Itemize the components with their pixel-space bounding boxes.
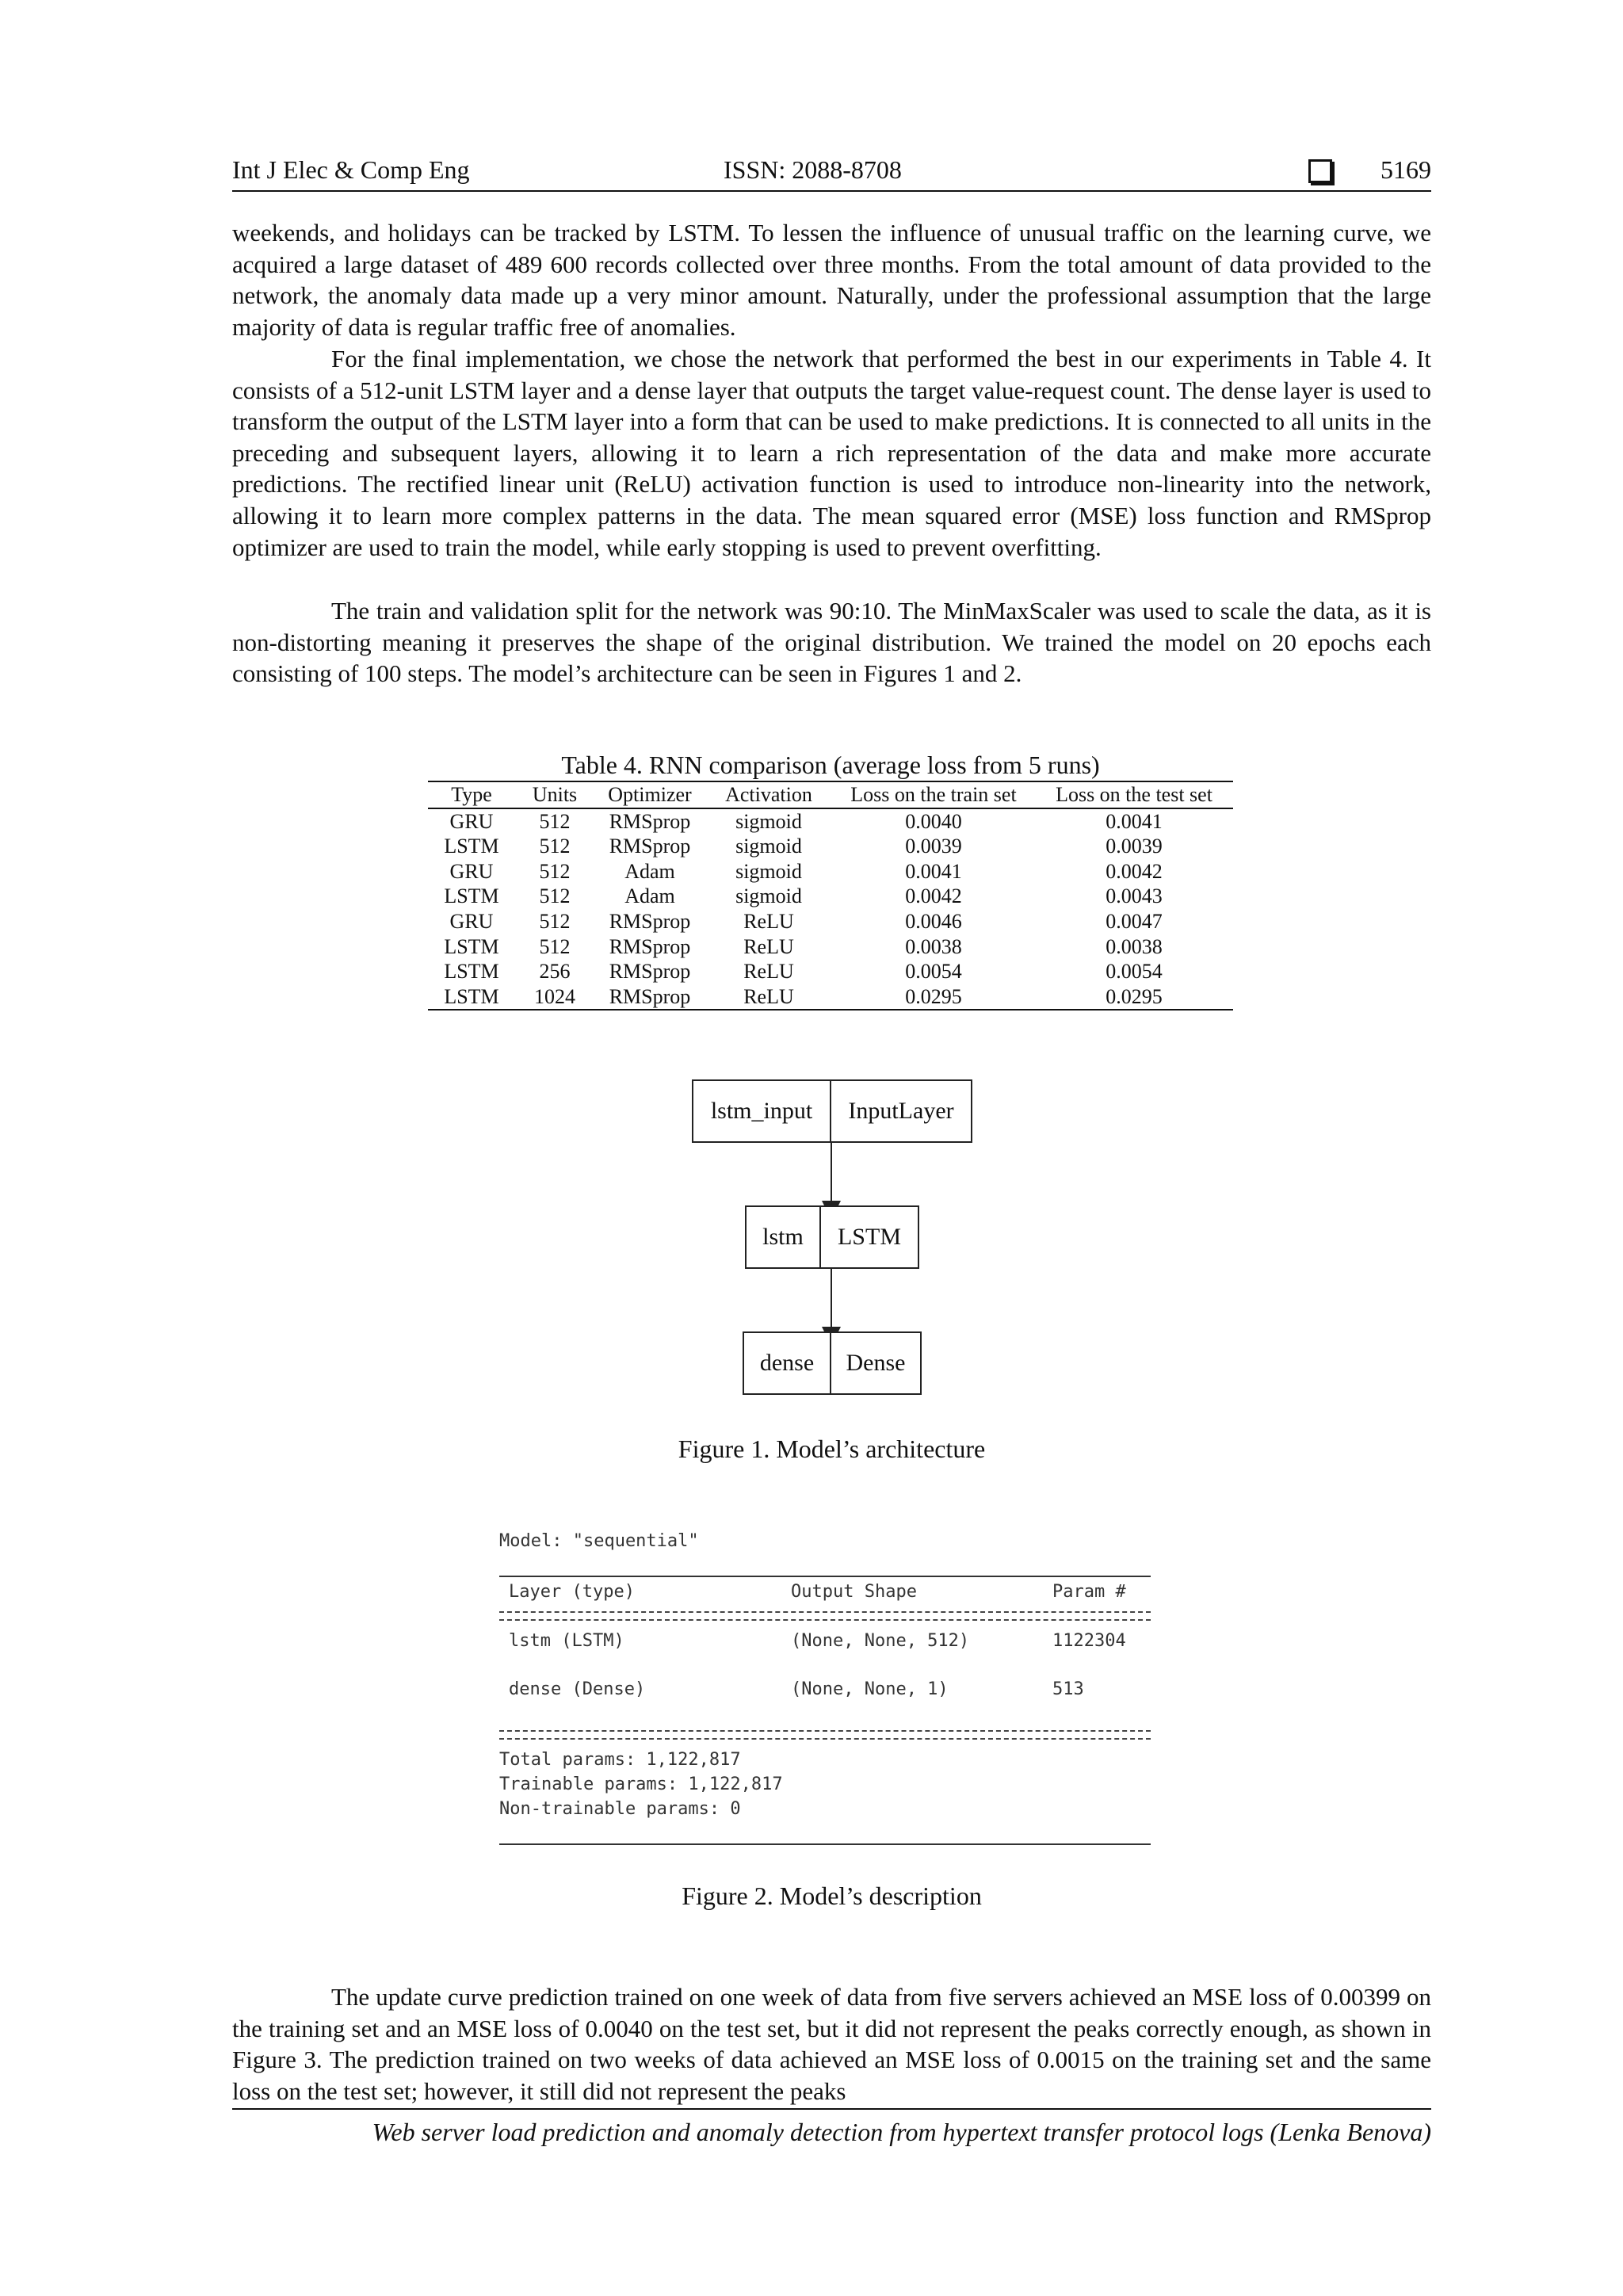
table-cell: 256 <box>539 960 571 984</box>
table-cell: RMSprop <box>609 835 691 858</box>
summary-layer-shape: (None, None, 512) <box>791 1631 970 1651</box>
summary-divider <box>499 1843 1151 1845</box>
node-type: InputLayer <box>830 1081 971 1141</box>
page-number: 5169 <box>1381 155 1431 184</box>
summary-col-layer: Layer (type) <box>509 1582 635 1602</box>
table-row <box>428 808 1233 835</box>
table-cell: 0.0047 <box>1106 909 1163 933</box>
table-cell: ReLU <box>743 934 794 958</box>
table-col-header: Loss on the train set <box>832 781 1035 808</box>
node-type: Dense <box>830 1333 920 1393</box>
table-header-row <box>428 781 1233 808</box>
arrow-line <box>831 1141 832 1203</box>
table-row <box>428 884 1233 909</box>
figure-1-caption: Figure 1. Model’s architecture <box>678 1435 986 1463</box>
table-cell: 0.0042 <box>1106 859 1163 883</box>
table-cell: 0.0039 <box>1106 835 1163 858</box>
table-cell: 0.0041 <box>1106 809 1163 833</box>
summary-layer-params: 1122304 <box>1052 1631 1126 1651</box>
table-row <box>428 934 1233 960</box>
table-col-header: Activation <box>705 781 832 808</box>
table-cell: LSTM <box>444 884 499 908</box>
table-cell: 0.0038 <box>905 934 962 958</box>
table-cell: 0.0295 <box>832 984 1035 1010</box>
model-name-line: Model: "sequential" <box>499 1531 699 1551</box>
table-cell: LSTM <box>428 984 515 1010</box>
table-cell: GRU <box>449 859 494 883</box>
table-cell: 512 <box>539 884 571 908</box>
journal-name: Int J Elec & Comp Eng <box>232 155 470 184</box>
table-row <box>428 859 1233 884</box>
table-cell: Adam <box>624 859 675 883</box>
table-row <box>428 834 1233 859</box>
paragraph-4: The update curve prediction trained on one week of data from five servers achieved an MSE loss of 0.00399 on the training set and an MSE loss of 0.0040 on the test set, but it did not represent the peaks correctly enough, as shown in Figure 3. The prediction trained on two weeks of data achieved an MSE loss of 0.0015 on the training set and the same loss on the test set; however, it still did not represent the peaks <box>232 1983 1431 2105</box>
table-cell: RMSprop <box>609 809 691 833</box>
issn: ISSN: 2088-8708 <box>724 155 902 184</box>
table-cell: 0.0054 <box>905 960 962 984</box>
table-cell: sigmoid <box>735 859 802 883</box>
table-col-header: Type <box>428 781 515 808</box>
node-name: lstm_input <box>710 1098 813 1124</box>
node-type: LSTM <box>819 1207 918 1267</box>
table-cell: 1024 <box>515 984 594 1010</box>
table-cell: ReLU <box>705 984 832 1010</box>
table-row <box>428 909 1233 934</box>
node-lstm-input <box>692 1079 972 1143</box>
table-cell: 512 <box>539 934 571 958</box>
table-cell: 0.0042 <box>905 884 962 908</box>
table-cell: 0.0046 <box>905 909 962 933</box>
summary-layer-name: dense (Dense) <box>509 1679 646 1699</box>
summary-layer-name: lstm (LSTM) <box>509 1631 624 1651</box>
table-cell: LSTM <box>444 835 499 858</box>
paragraph-2: For the final implementation, we chose the network that performed the best in our experiments in Table 4. It consists of a 512-unit LSTM layer and a dense layer that outputs the target value-request count. The dense layer is used to transform the output of the LSTM layer into a form that can be used to make predictions. It is connected to all units in the preceding and subsequent layers, allowing it to learn a rich representation of the data and make more accurate predictions. The rectified linear unit (ReLU) activation function is used to introduce non-linearity into the network, allowing it to learn more complex patterns in the data. The mean squared error (MSE) loss function and RMSprop optimizer are used to train the model, while early stopping is used to prevent overfitting. <box>232 345 1431 561</box>
table-cell: RMSprop <box>609 960 691 984</box>
table-cell: 0.0054 <box>1106 960 1163 984</box>
table-cell: Adam <box>624 884 675 908</box>
summary-trainable: Trainable params: 1,122,817 <box>499 1775 783 1794</box>
summary-double-divider <box>499 1611 1151 1621</box>
table-cell: 512 <box>539 835 571 858</box>
table-cell: GRU <box>449 909 494 933</box>
summary-total: Total params: 1,122,817 <box>499 1750 741 1770</box>
table-cell: LSTM <box>444 960 499 984</box>
rnn-comparison-table <box>428 781 1233 1010</box>
table-cell: 0.0295 <box>1035 984 1233 1010</box>
table-col-header: Optimizer <box>594 781 705 808</box>
table-cell: sigmoid <box>735 809 802 833</box>
table-cell: 0.0041 <box>905 859 962 883</box>
summary-layer-shape: (None, None, 1) <box>791 1679 949 1699</box>
table-caption: Table 4. RNN comparison (average loss from 5 runs) <box>561 751 1100 779</box>
summary-col-params: Param # <box>1052 1582 1126 1602</box>
summary-non-trainable: Non-trainable params: 0 <box>499 1799 741 1819</box>
node-name: lstm <box>762 1224 804 1250</box>
arrow-line <box>831 1267 832 1329</box>
table-cell: sigmoid <box>735 835 802 858</box>
table-cell: RMSprop <box>609 909 691 933</box>
table-cell: RMSprop <box>609 934 691 958</box>
figure-2-caption: Figure 2. Model’s description <box>682 1881 982 1910</box>
table-cell: RMSprop <box>594 984 705 1010</box>
table-cell: 0.0040 <box>905 809 962 833</box>
summary-divider <box>499 1576 1151 1577</box>
table-col-header: Units <box>515 781 594 808</box>
running-footer: Web server load prediction and anomaly detection from hypertext transfer protocol logs (Lenka Benova) <box>232 2108 1431 2147</box>
square-bullet-icon <box>1308 159 1332 183</box>
table-cell: sigmoid <box>735 884 802 908</box>
table-row <box>428 984 1233 1010</box>
table-cell: 512 <box>539 859 571 883</box>
table-cell: GRU <box>449 809 494 833</box>
node-dense <box>743 1331 922 1395</box>
table-row <box>428 959 1233 984</box>
paragraph-3: The train and validation split for the network was 90:10. The MinMaxScaler was used to scale the data, as it is non-distorting meaning it preserves the shape of the original distribution. We trained the model on 20 epochs each consisting of 100 steps. The model’s architecture can be seen in Figures 1 and 2. <box>232 597 1431 688</box>
table-cell: LSTM <box>444 934 499 958</box>
summary-layer-params: 513 <box>1052 1679 1084 1699</box>
table-cell: ReLU <box>743 960 794 984</box>
table-cell: 512 <box>539 909 571 933</box>
table-cell: 0.0038 <box>1106 934 1163 958</box>
summary-double-divider <box>499 1730 1151 1740</box>
table-cell: 512 <box>539 809 571 833</box>
summary-col-shape: Output Shape <box>791 1582 917 1602</box>
node-lstm <box>745 1205 919 1269</box>
table-cell: 0.0043 <box>1106 884 1163 908</box>
table-cell: ReLU <box>743 909 794 933</box>
table-cell: 0.0039 <box>905 835 962 858</box>
table-col-header: Loss on the test set <box>1035 781 1233 808</box>
paragraph-1: weekends, and holidays can be tracked by LSTM. To lessen the influence of unusual traffic on the learning curve, we acquired a large dataset of 489 600 records collected over three months. From the total amount of data provided to the network, the anomaly data made up a very minor amount. Naturally, under the professional assumption that the large majority of data is regular traffic free of anomalies. <box>232 219 1431 341</box>
running-header <box>232 155 1431 192</box>
node-name: dense <box>759 1350 815 1376</box>
